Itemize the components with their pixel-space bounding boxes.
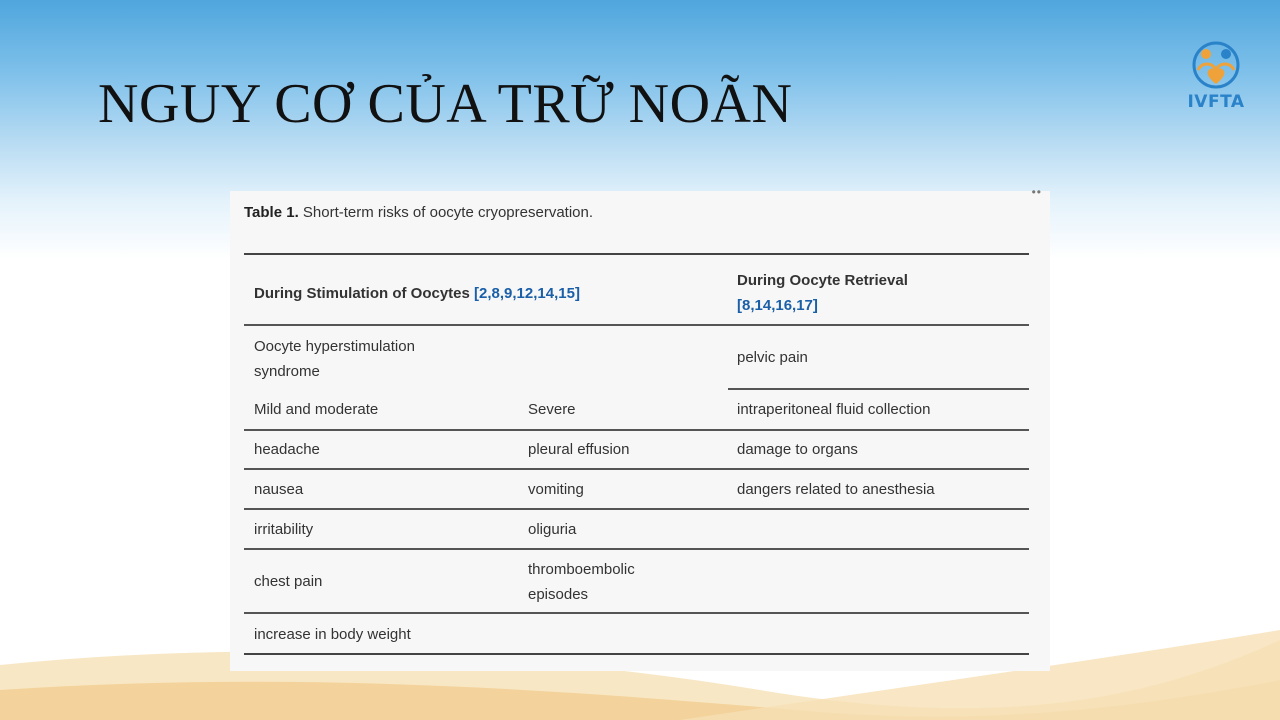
header-retrieval-refs: [8,14,16,17]	[737, 297, 818, 314]
table-row-rule	[244, 548, 1029, 550]
header-stimulation-text: During Stimulation of Oocytes	[254, 285, 470, 302]
table-cell: pelvic pain	[737, 349, 808, 366]
family-heart-icon	[1188, 40, 1244, 90]
table-cell: oliguria	[528, 521, 577, 538]
subhead-severe: Severe	[528, 401, 576, 418]
logo	[1172, 38, 1260, 122]
table-row-rule	[728, 388, 1029, 390]
table-cell: intraperitoneal fluid collection	[737, 401, 931, 418]
table-cell: nausea	[254, 481, 304, 498]
table-row-rule	[244, 508, 1029, 510]
header-retrieval-text: During Oocyte Retrieval	[737, 272, 908, 289]
table-bottom-rule	[244, 653, 1029, 655]
table-cell: dangers related to anesthesia	[737, 481, 935, 498]
slide-title: NGUY CƠ CỦA TRỮ NOÃN	[98, 73, 793, 135]
table-row-rule	[244, 429, 1029, 431]
table-caption	[244, 204, 593, 221]
header-stimulation	[254, 281, 694, 306]
table-row-rule	[244, 612, 1029, 614]
table-row-rule	[244, 468, 1029, 470]
table-cell: vomiting	[528, 481, 584, 498]
table-cell: damage to organs	[737, 441, 858, 458]
more-icon: ••	[1031, 185, 1042, 199]
table-image	[230, 185, 1050, 671]
table-caption-text: Short-term risks of oocyte cryopreservation.	[298, 204, 594, 221]
table-cell: chest pain	[254, 573, 323, 590]
table-header-rule	[244, 324, 1029, 326]
table-cell: pleural effusion	[528, 441, 630, 458]
subhead-mild: Mild and moderate	[254, 401, 379, 418]
header-stimulation-refs: [2,8,9,12,14,15]	[474, 285, 580, 302]
header-retrieval	[737, 268, 1027, 318]
table-cell: irritability	[254, 521, 314, 538]
table-cell: thromboembolic episodes	[528, 561, 635, 603]
ohss-label: Oocyte hyperstimulation syndrome	[254, 338, 415, 380]
logo-text: IVFTA	[1187, 92, 1245, 112]
table-top-rule	[244, 253, 1029, 255]
table-caption-label: Table 1.	[244, 204, 299, 221]
table-cell: increase in body weight	[254, 626, 411, 643]
table-cell: headache	[254, 441, 320, 458]
